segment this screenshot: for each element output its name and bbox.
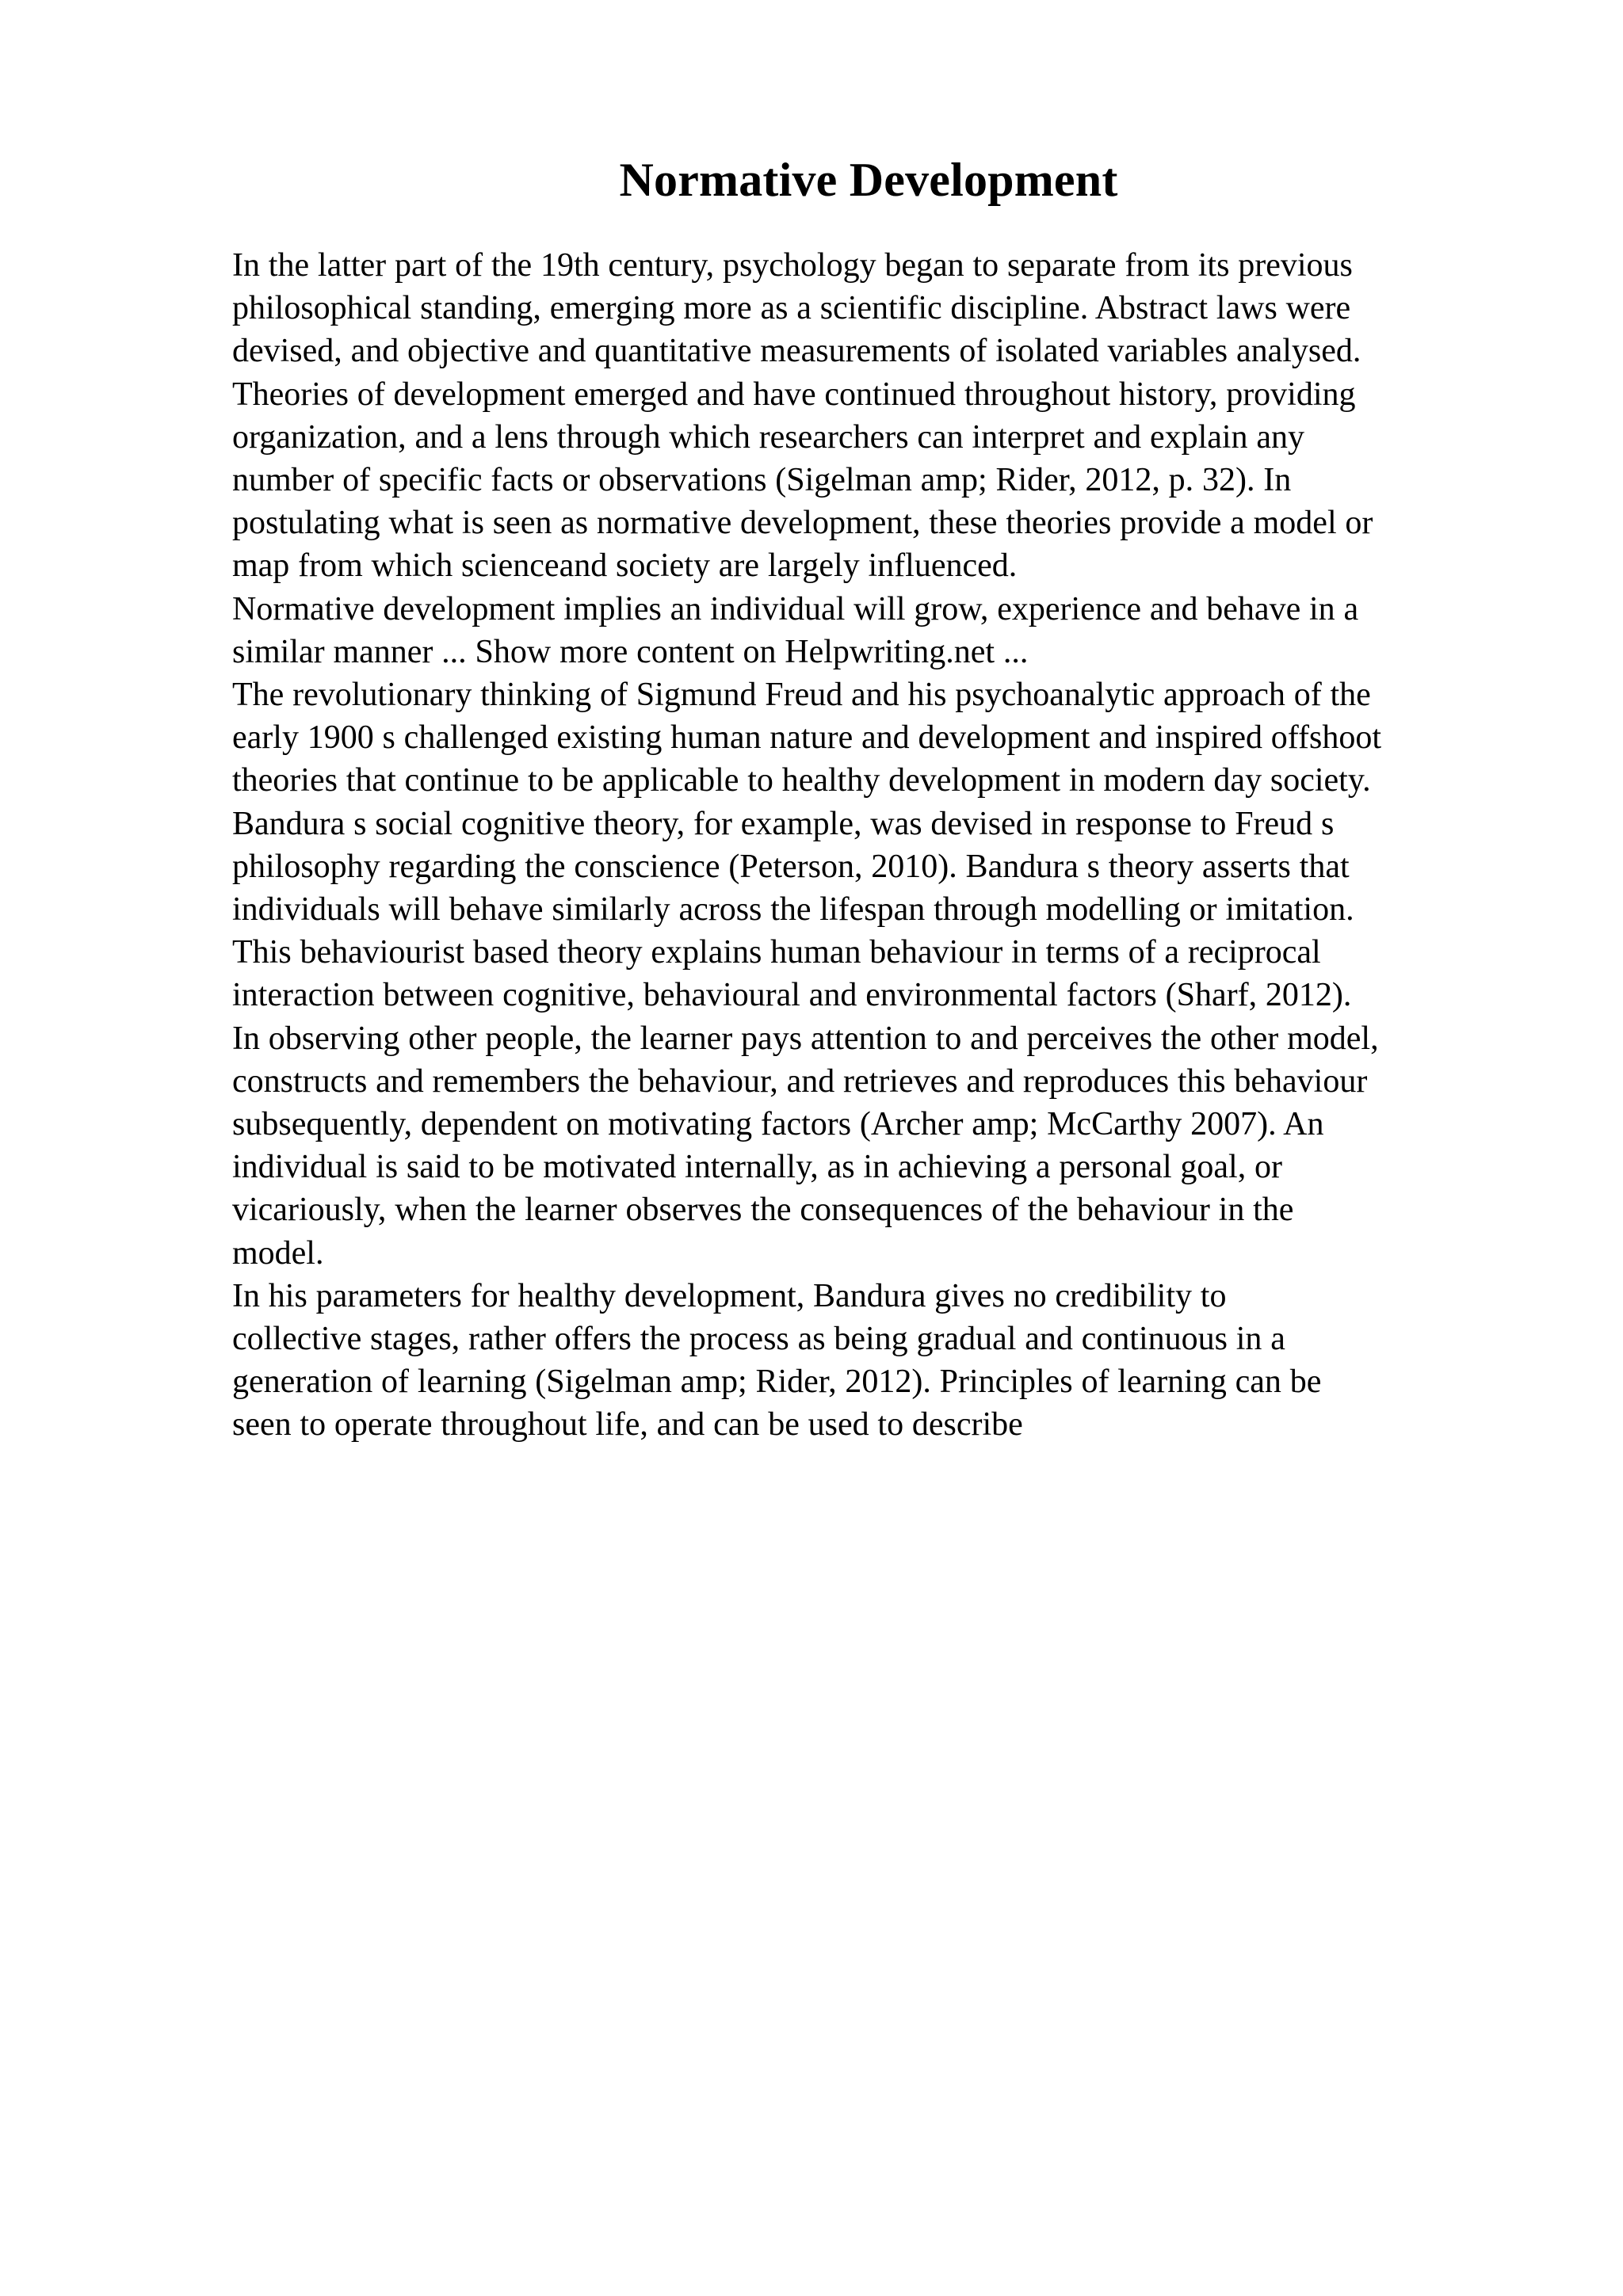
text-line: philosophy regarding the conscience (Peterson, 2010). Bandura s theory asserts that (232, 848, 1350, 885)
text-line: map from which scienceand society are largely influenced. (232, 547, 1018, 585)
text-line: individual is said to be motivated internally, as in achieving a personal goal, or (232, 1149, 1283, 1186)
text-line: subsequently, dependent on motivating factors (Archer amp; McCarthy 2007). An (232, 1106, 1324, 1143)
body-text (232, 244, 1556, 1447)
text-line: similar manner ... Show more content on Helpwriting.net ... (232, 633, 1029, 670)
page-title: Normative Development (619, 154, 1118, 206)
text-line: seen to operate throughout life, and can be used to describe (232, 1406, 1023, 1444)
text-line: Theories of development emerged and have continued throughout history, providing (232, 376, 1356, 413)
text-line: early 1900 s challenged existing human nature and development and inspired offshoot (232, 719, 1381, 757)
text-line: This behaviourist based theory explains human behaviour in terms of a reciprocal (232, 934, 1321, 971)
text-line: vicariously, when the learner observes the consequences of the behaviour in the (232, 1192, 1294, 1229)
text-line: individuals will behave similarly across the lifespan through modelling or imitation. (232, 891, 1354, 929)
text-line: organization, and a lens through which researchers can interpret and explain any (232, 418, 1305, 456)
text-line: model. (232, 1234, 324, 1272)
text-line: The revolutionary thinking of Sigmund Freud and his psychoanalytic approach of the (232, 677, 1371, 714)
text-line: collective stages, rather offers the process as being gradual and continuous in a (232, 1321, 1285, 1358)
text-line: In the latter part of the 19th century, psychology began to separate from its previous (232, 247, 1353, 284)
text-line: number of specific facts or observations (Sigelman amp; Rider, 2012, p. 32). In (232, 462, 1292, 499)
text-line: generation of learning (Sigelman amp; Rider, 2012). Principles of learning can be (232, 1363, 1322, 1401)
text-line: theories that continue to be applicable to healthy development in modern day society. (232, 762, 1371, 799)
text-line: interaction between cognitive, behavioural and environmental factors (Sharf, 2012). (232, 977, 1352, 1014)
text-line: In his parameters for healthy development, Bandura gives no credibility to (232, 1277, 1227, 1314)
text-line: In observing other people, the learner pays attention to and perceives the other model, (232, 1020, 1379, 1057)
text-line: postulating what is seen as normative development, these theories provide a model or (232, 505, 1373, 542)
text-line: devised, and objective and quantitative measurements of isolated variables analysed. (232, 333, 1361, 370)
text-line: Bandura s social cognitive theory, for example, was devised in response to Freud s (232, 805, 1335, 842)
text-line: Normative development implies an individual will grow, experience and behave in a (232, 590, 1359, 627)
text-line: philosophical standing, emerging more as a scientific discipline. Abstract laws were (232, 290, 1351, 327)
text-line: constructs and remembers the behaviour, and retrieves and reproduces this behaviour (232, 1062, 1368, 1100)
